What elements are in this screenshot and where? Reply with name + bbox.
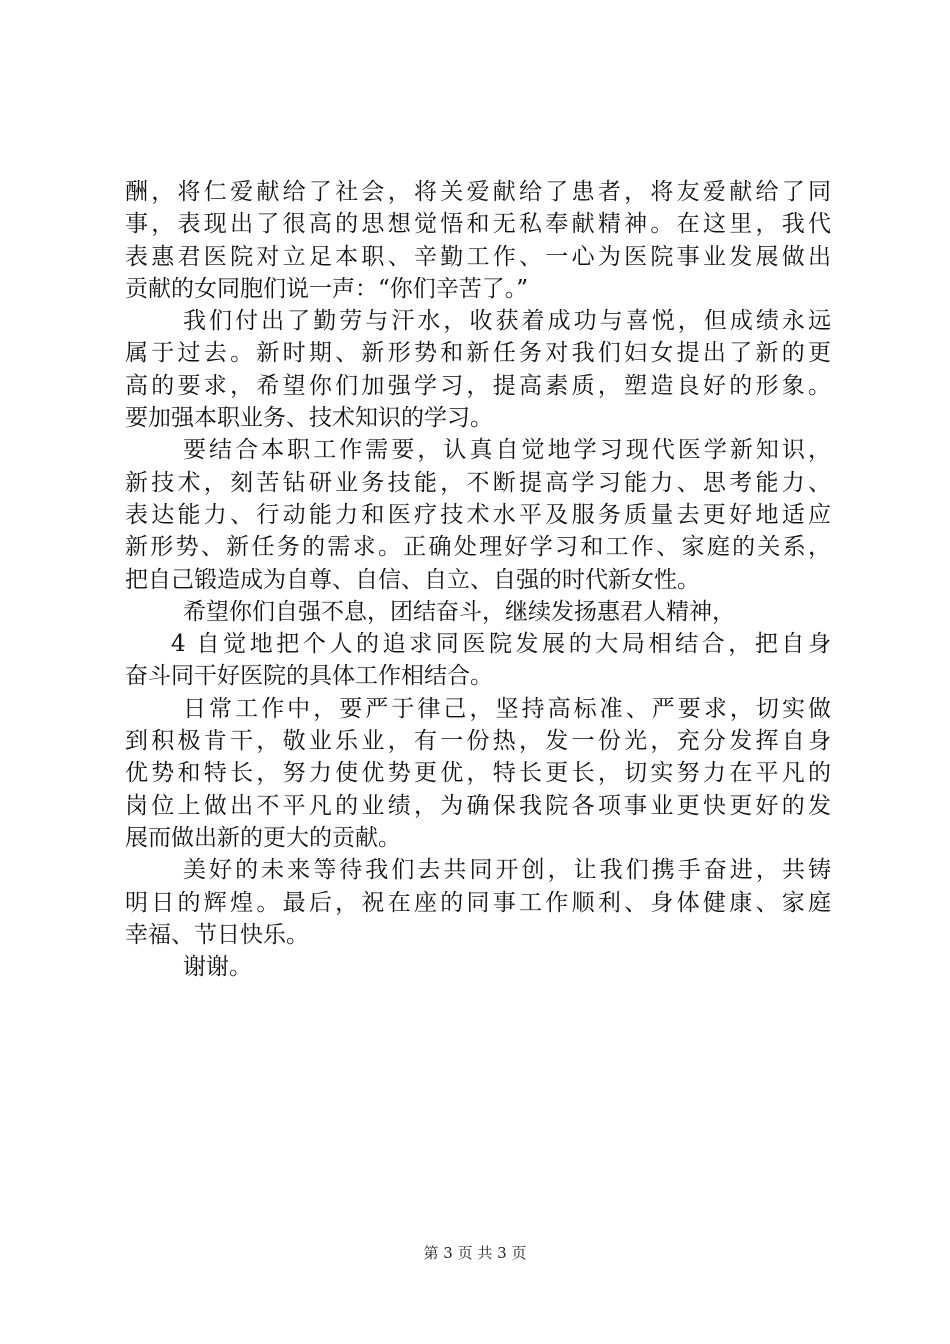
text-line: 高的要求，希望你们加强学习，提高素质，塑造良好的形象。: [125, 372, 831, 399]
text-line: 幸福、节日快乐。: [125, 921, 309, 948]
text-line: 希望你们自强不息，团结奋斗，继续发扬惠君人精神，: [183, 598, 735, 625]
text-line: 酬，将仁爱献给了社会，将关爱献给了患者，将友爱献给了同: [125, 179, 831, 205]
text-line: 我们付出了勤劳与汗水，收获着成功与喜悦，但成绩永远: [183, 308, 831, 335]
page-number: 第 3 页 共 3 页: [423, 1244, 527, 1262]
text-line: 要结合本职工作需要，认真自觉地学习现代医学新知识，: [183, 437, 831, 464]
text-line: 贡献的女同胞们说一声：“你们辛苦了。”: [125, 275, 529, 302]
text-line: 新技术，刻苦钻研业务技能，不断提高学习能力、思考能力、: [125, 469, 831, 496]
text-line: 岗位上做出不平凡的业绩，为确保我院各项事业更快更好的发: [125, 792, 831, 819]
text-line: 日常工作中，要严于律己，坚持高标准、严要求，切实做: [183, 695, 831, 722]
text-line: 属于过去。新时期、新形势和新任务对我们妇女提出了新的更: [125, 340, 831, 367]
text-line: 新形势、新任务的需求。正确处理好学习和工作、家庭的关系，: [125, 534, 831, 561]
text-line: 美好的未来等待我们去共同开创，让我们携手奋进，共铸: [183, 857, 831, 884]
text-line: 事，表现出了很高的思想觉悟和无私奉献精神。在这里，我代: [125, 211, 831, 238]
text-line: 表达能力、行动能力和医疗技术水平及服务质量去更好地适应: [125, 501, 831, 528]
text-line: 把自己锻造成为自尊、自信、自立、自强的时代新女性。: [125, 566, 700, 593]
text-line: 谢谢。: [183, 954, 252, 981]
text-line: 明日的辉煌。最后，祝在座的同事工作顺利、身体健康、家庭: [125, 889, 831, 916]
text-line: 表惠君医院对立足本职、辛勤工作、一心为医院事业发展做出: [125, 243, 831, 270]
page-footer: [0, 1242, 950, 1263]
text-line: 到积极肯干，敬业乐业，有一份热，发一份光，充分发挥自身: [125, 728, 831, 755]
text-line: 4 自觉地把个人的追求同医院发展的大局相结合，把自身: [171, 631, 831, 658]
text-line: 展而做出新的更大的贡献。: [125, 824, 401, 851]
text-line: 优势和特长，努力使优势更优，特长更长，切实努力在平凡的: [125, 760, 831, 787]
text-line: 奋斗同干好医院的具体工作相结合。: [125, 663, 493, 690]
body-text: [125, 176, 831, 983]
text-line: 要加强本职业务、技术知识的学习。: [125, 405, 493, 432]
